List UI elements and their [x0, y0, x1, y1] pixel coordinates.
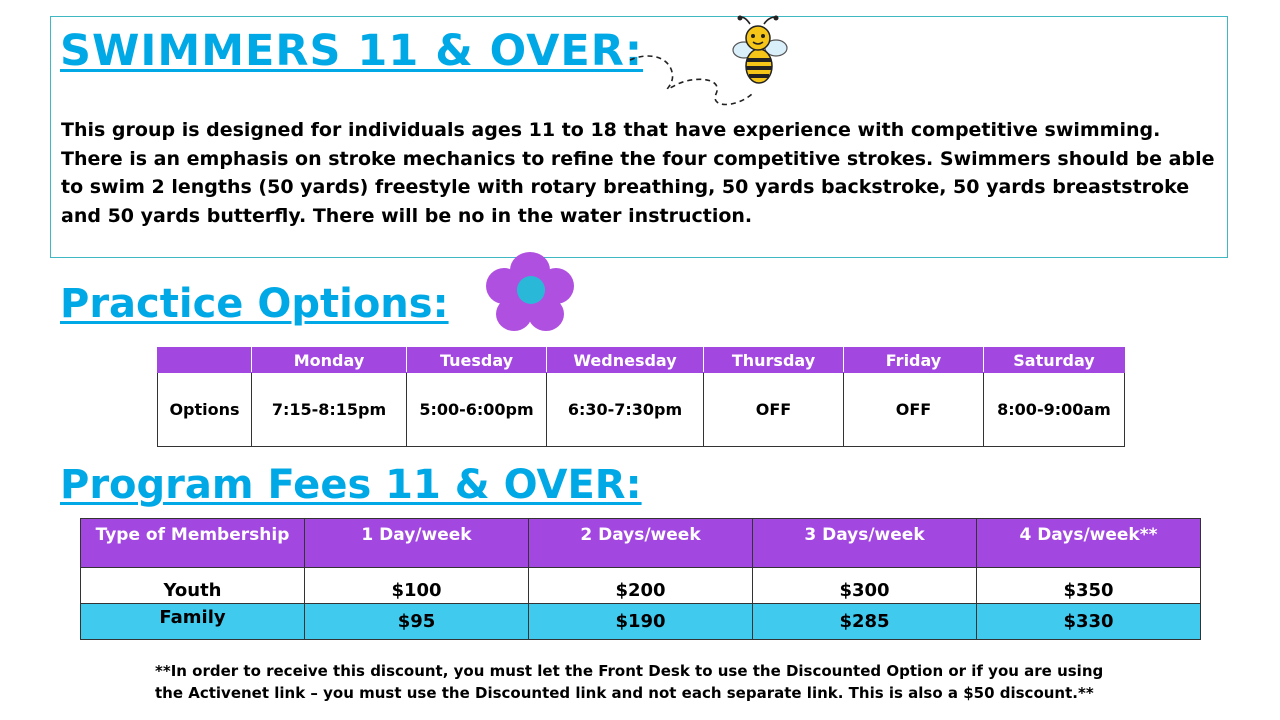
- practice-cell-thursday: OFF: [704, 373, 844, 447]
- practice-header-monday: Monday: [252, 348, 407, 373]
- fees-header-membership: Type of Membership: [81, 519, 305, 568]
- program-fees-table: [80, 518, 1201, 640]
- practice-options-heading: Practice Options:: [60, 281, 449, 327]
- fees-header-row: [81, 519, 1201, 568]
- practice-header-friday: Friday: [844, 348, 984, 373]
- discount-footnote: [155, 660, 1155, 704]
- fees-header-3-days: 3 Days/week: [753, 519, 977, 568]
- fees-row-family: [81, 604, 1201, 640]
- fees-cell-price: $285: [753, 604, 977, 640]
- practice-header-row: [158, 348, 1125, 373]
- practice-options-row: [158, 373, 1125, 447]
- fees-cell-price: $100: [305, 568, 529, 604]
- practice-cell-monday: 7:15-8:15pm: [252, 373, 407, 447]
- flower-icon: [484, 250, 576, 334]
- practice-cell-wednesday: 6:30-7:30pm: [547, 373, 704, 447]
- footnote-line-1: **In order to receive this discount, you must let the Front Desk to use the Discounted Option or if you are using: [155, 662, 1104, 680]
- fees-cell-type: Youth: [81, 568, 305, 604]
- footnote-line-2: the Activenet link – you must use the Discounted link and not each separate link. This is also a $50 discount.**: [155, 684, 1094, 702]
- program-fees-heading: Program Fees 11 & OVER:: [60, 462, 642, 508]
- practice-cell-saturday: 8:00-9:00am: [984, 373, 1125, 447]
- fees-cell-type: Family: [81, 604, 305, 640]
- fees-cell-price: $330: [977, 604, 1201, 640]
- page-title: SWIMMERS 11 & OVER:: [60, 26, 644, 76]
- intro-description: This group is designed for individuals ages 11 to 18 that have experience with competitive swimming. There is an emphasis on stroke mechanics to refine the four competitive strokes. Swimmers should be able to swim 2 lengths (50 yards) freestyle with rotary breathing, 50 yards backstroke, 50 yards breaststroke and 50 yards butterfly. There will be no in the water instruction.: [61, 119, 1215, 227]
- practice-cell-tuesday: 5:00-6:00pm: [407, 373, 547, 447]
- practice-schedule-table: [157, 347, 1125, 447]
- practice-cell-friday: OFF: [844, 373, 984, 447]
- bee-icon: [728, 14, 790, 88]
- fees-cell-price: $200: [529, 568, 753, 604]
- fees-row-youth: [81, 568, 1201, 604]
- fees-header-1-day: 1 Day/week: [305, 519, 529, 568]
- fees-cell-price: $300: [753, 568, 977, 604]
- practice-header-saturday: Saturday: [984, 348, 1125, 373]
- practice-header-blank: [158, 348, 252, 373]
- fees-header-4-days: 4 Days/week**: [977, 519, 1201, 568]
- practice-header-thursday: Thursday: [704, 348, 844, 373]
- practice-row-label: Options: [158, 373, 252, 447]
- practice-header-tuesday: Tuesday: [407, 348, 547, 373]
- fees-cell-price: $350: [977, 568, 1201, 604]
- fees-cell-price: $190: [529, 604, 753, 640]
- fees-header-2-days: 2 Days/week: [529, 519, 753, 568]
- fees-cell-price: $95: [305, 604, 529, 640]
- practice-header-wednesday: Wednesday: [547, 348, 704, 373]
